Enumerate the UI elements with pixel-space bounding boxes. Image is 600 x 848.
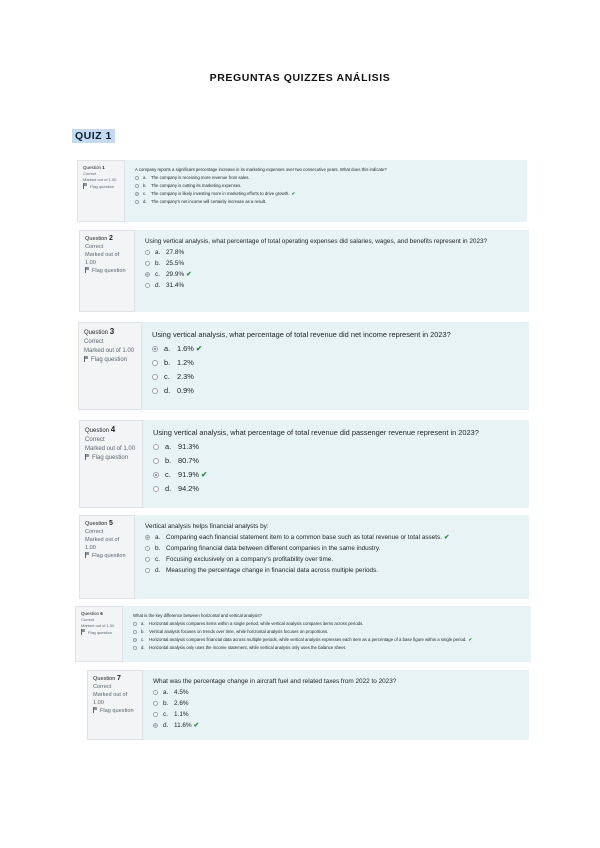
question-block [79, 420, 529, 508]
quiz-heading: QUIZ 1 [72, 129, 115, 143]
flag-question-label: Flag question [90, 184, 115, 189]
answer-option[interactable] [152, 342, 519, 356]
answer-radio[interactable] [152, 360, 158, 366]
answer-option[interactable] [135, 182, 517, 190]
question-content [143, 670, 529, 740]
answer-letter: b. [163, 700, 169, 707]
question-content [142, 322, 529, 410]
answer-option[interactable] [153, 454, 519, 468]
answer-list [153, 687, 519, 731]
answer-option[interactable] [145, 543, 519, 554]
question-info-panel [87, 670, 143, 740]
question-text: What was the percentage change in aircraft fuel and related taxes from 2022 to 2023? [153, 678, 397, 685]
answer-text: Comparing each financial statement item to a common base such as total revenue or total assets. [166, 534, 443, 541]
question-state: Correct [93, 684, 112, 690]
answer-letter: c. [165, 470, 171, 479]
question-info-panel [77, 160, 125, 222]
question-grade: Marked out of 1.00 [84, 348, 135, 354]
question-state: Correct [85, 437, 105, 443]
question-state: Correct [83, 171, 97, 176]
answer-radio[interactable] [145, 272, 150, 277]
question-info-panel [75, 606, 123, 662]
answer-radio[interactable] [153, 701, 158, 706]
answer-letter: a. [165, 442, 172, 451]
answer-option[interactable] [145, 565, 519, 576]
answer-radio[interactable] [153, 690, 158, 695]
answer-letter: d. [155, 282, 161, 289]
question-number [81, 611, 103, 616]
flag-question-link[interactable] [85, 267, 129, 275]
answer-radio[interactable] [145, 557, 150, 562]
answer-text: 0.9% [177, 386, 194, 395]
answer-radio[interactable] [145, 250, 150, 255]
answer-option[interactable] [133, 620, 521, 628]
question-content [123, 606, 531, 662]
answer-radio[interactable] [133, 622, 137, 626]
question-info-panel [79, 420, 143, 508]
answer-radio[interactable] [152, 388, 158, 394]
answer-text: 91.3% [178, 442, 199, 451]
question-content [125, 160, 527, 222]
answer-letter: d. [143, 199, 147, 204]
answer-radio[interactable] [153, 486, 159, 492]
answer-letter: d. [165, 484, 172, 493]
answer-text: The company is likely investing more in marketing efforts to drive growth. [151, 191, 290, 196]
answer-radio[interactable] [145, 535, 150, 540]
answer-letter: c. [155, 271, 160, 278]
flag-icon [85, 454, 90, 460]
question-text: Vertical analysis helps financial analysts by: [145, 523, 269, 530]
answer-option[interactable] [133, 628, 521, 636]
flag-question-link[interactable] [84, 356, 136, 365]
question-block [87, 670, 529, 740]
question-grade: Marked out of 1.00 [83, 177, 117, 182]
answer-radio[interactable] [153, 723, 158, 728]
answer-text: 25.5% [166, 260, 185, 267]
answer-text: Measuring the percentage change in financial data across multiple periods. [166, 567, 379, 574]
correct-check-icon: ✔ [186, 271, 192, 278]
question-number [83, 165, 105, 170]
answer-letter: c. [155, 556, 160, 563]
answer-option[interactable] [133, 644, 521, 652]
question-block [79, 515, 529, 599]
question-number-label: Question [85, 428, 110, 434]
answer-text: Horizontal analysis only uses the income statement, while vertical analysis only uses the balance sheet. [149, 645, 347, 650]
question-number [85, 236, 113, 242]
answer-text: The company is receiving more revenue from sales. [151, 175, 250, 180]
answer-letter: b. [141, 629, 145, 634]
question-number [85, 521, 113, 527]
answer-letter: b. [164, 358, 171, 367]
flag-question-link[interactable] [85, 454, 137, 463]
question-number-value: 3 [109, 327, 115, 336]
question-content [135, 515, 529, 599]
question-number-label: Question [85, 236, 108, 242]
question-content [143, 420, 529, 508]
answer-text: 4.5% [174, 689, 189, 696]
flag-question-label: Flag question [92, 553, 126, 559]
answer-text: 2.6% [174, 700, 189, 707]
question-block [79, 230, 529, 312]
answer-letter: d. [163, 722, 169, 729]
answer-option[interactable] [135, 190, 517, 198]
question-grade: Marked out of 1.00 [85, 252, 120, 266]
answer-letter: a. [155, 534, 161, 541]
flag-question-link[interactable] [83, 183, 119, 190]
answer-text: Comparing financial data between different companies in the same industry. [166, 545, 381, 552]
flag-question-label: Flag question [92, 268, 126, 274]
answer-option[interactable] [145, 269, 519, 280]
question-state: Correct [85, 244, 104, 250]
answer-letter: d. [164, 386, 171, 395]
flag-question-label: Flag question [92, 455, 129, 461]
answer-option[interactable] [152, 356, 519, 370]
correct-check-icon: ✔ [195, 344, 203, 353]
answer-list [145, 247, 519, 291]
question-number-value: 5 [108, 520, 113, 527]
flag-icon [93, 707, 98, 713]
flag-question-link[interactable] [93, 707, 137, 715]
question-grade: Marked out of 1.00 [85, 446, 136, 452]
answer-radio[interactable] [133, 630, 137, 634]
question-state: Correct [85, 529, 104, 535]
answer-option[interactable] [145, 554, 519, 565]
question-text: A company reports a significant percentage increase in its marketing expenses over two consecutive years. What does this indicate? [135, 167, 387, 172]
answer-radio[interactable] [145, 546, 150, 551]
answer-option[interactable] [145, 258, 519, 269]
answer-list [153, 440, 519, 496]
flag-icon [85, 552, 90, 558]
answer-letter: c. [141, 637, 145, 642]
correct-check-icon: ✔ [444, 534, 450, 541]
flag-icon [84, 356, 89, 362]
answer-option[interactable] [153, 468, 519, 482]
answer-radio[interactable] [153, 712, 158, 717]
answer-letter: b. [155, 545, 161, 552]
correct-check-icon: ✔ [291, 191, 296, 196]
question-number-label: Question [84, 330, 109, 336]
answer-radio[interactable] [133, 638, 137, 642]
question-text: Using vertical analysis, what percentage of total operating expenses did salaries, wages, and benefits represent in 2023? [145, 238, 488, 245]
question-text: Using vertical analysis, what percentage of total revenue did passenger revenue represent in 2023? [153, 428, 479, 437]
answer-list [152, 342, 519, 398]
document-title: PREGUNTAS QUIZZES ANÁLISIS [209, 72, 391, 84]
answer-text: 1.2% [177, 358, 194, 367]
correct-check-icon: ✔ [468, 637, 473, 642]
correct-check-icon: ✔ [200, 470, 208, 479]
flag-icon [85, 267, 90, 273]
answer-letter: d. [155, 567, 161, 574]
question-number-value: 7 [116, 675, 121, 682]
question-block [77, 160, 527, 222]
answer-option[interactable] [145, 280, 519, 291]
answer-text: Horizontal analysis compares financial data across multiple periods, while vertical analysis expresses each item as a percentage of a base figure within a single period. [149, 637, 467, 642]
question-number-value: 2 [108, 235, 113, 242]
answer-radio[interactable] [133, 646, 137, 650]
answer-text: 80.7% [178, 456, 199, 465]
answer-letter: b. [155, 260, 161, 267]
answer-radio[interactable] [135, 192, 139, 196]
question-number-label: Question [85, 521, 108, 527]
question-content [135, 230, 529, 312]
answer-option[interactable] [135, 198, 517, 206]
question-number-value: 6 [100, 611, 103, 616]
question-state: Correct [81, 617, 95, 622]
answer-letter: a. [164, 344, 171, 353]
question-number-value: 1 [102, 165, 105, 170]
answer-option[interactable] [153, 440, 519, 454]
answer-letter: a. [163, 689, 169, 696]
answer-letter: b. [143, 183, 147, 188]
answer-letter: c. [163, 711, 168, 718]
question-block [78, 322, 529, 410]
answer-radio[interactable] [145, 283, 150, 288]
answer-text: The company is cutting its marketing expenses. [151, 183, 242, 188]
question-text: Using vertical analysis, what percentage of total revenue did net income represent in 2023? [152, 330, 451, 339]
flag-icon [81, 629, 86, 635]
answer-radio[interactable] [153, 444, 159, 450]
answer-option[interactable] [152, 370, 519, 384]
answer-text: 1.1% [174, 711, 189, 718]
flag-question-label: Flag question [91, 357, 128, 363]
answer-letter: a. [143, 175, 147, 180]
answer-option[interactable] [152, 384, 519, 398]
question-number-label: Question [93, 676, 116, 682]
answer-radio[interactable] [145, 568, 150, 573]
answer-text: 29.9% [166, 271, 185, 278]
answer-radio[interactable] [145, 261, 150, 266]
question-state: Correct [84, 339, 104, 345]
answer-radio[interactable] [152, 346, 158, 352]
question-number-label: Question [81, 611, 100, 616]
answer-option[interactable] [153, 698, 519, 709]
answer-text: 2.3% [177, 372, 194, 381]
answer-radio[interactable] [153, 458, 159, 464]
question-number [85, 425, 116, 434]
answer-letter: d. [141, 645, 145, 650]
answer-text: 94.2% [178, 484, 199, 493]
answer-letter: c. [164, 372, 170, 381]
answer-text: 11.6% [174, 722, 192, 729]
question-number [84, 327, 115, 336]
answer-text: 27.8% [166, 249, 185, 256]
answer-radio[interactable] [135, 176, 139, 180]
question-info-panel [79, 515, 135, 599]
answer-radio[interactable] [135, 200, 139, 204]
flag-question-link[interactable] [81, 629, 117, 636]
flag-question-link[interactable] [85, 552, 129, 560]
correct-check-icon: ✔ [193, 722, 200, 729]
answer-letter: a. [155, 249, 161, 256]
answer-option[interactable] [145, 532, 519, 543]
answer-text: Horizontal analysis compares items within a single period, while vertical analysis compares items across periods. [149, 621, 364, 626]
answer-option[interactable] [133, 636, 521, 644]
flag-question-label: Flag question [88, 630, 113, 635]
answer-option[interactable] [145, 247, 519, 258]
question-number-value: 4 [110, 425, 116, 434]
question-grade: Marked out of 1.00 [93, 692, 128, 706]
answer-text: 1.6% [177, 344, 194, 353]
answer-option[interactable] [153, 720, 519, 731]
answer-letter: b. [165, 456, 172, 465]
question-info-panel [79, 230, 135, 312]
answer-radio[interactable] [152, 374, 158, 380]
flag-question-label: Flag question [100, 708, 134, 714]
answer-list [133, 620, 521, 652]
question-block [75, 606, 531, 662]
answer-option[interactable] [153, 482, 519, 496]
question-info-panel [78, 322, 142, 410]
answer-text: The company's net income will certainly increase as a result. [151, 199, 267, 204]
answer-list [135, 174, 517, 206]
answer-letter: c. [143, 191, 147, 196]
answer-text: 91.9% [178, 470, 199, 479]
question-number [93, 676, 121, 682]
answer-radio[interactable] [135, 184, 139, 188]
answer-option[interactable] [153, 709, 519, 720]
answer-option[interactable] [153, 687, 519, 698]
question-grade: Marked out of 1.00 [81, 623, 115, 628]
question-grade: Marked out of 1.00 [85, 537, 120, 551]
flag-icon [83, 183, 88, 189]
answer-option[interactable] [135, 174, 517, 182]
answer-list [145, 532, 519, 576]
answer-text: 31.4% [166, 282, 185, 289]
answer-text: Vertical analysis focuses on trends over time, while horizontal analysis focuses on proportions. [149, 629, 329, 634]
answer-letter: a. [141, 621, 145, 626]
answer-radio[interactable] [153, 472, 159, 478]
answer-text: Focusing exclusively on a company's profitability over time. [166, 556, 334, 563]
question-number-label: Question [83, 165, 102, 170]
question-text: What is the key difference between horizontal and vertical analysis? [133, 613, 262, 618]
